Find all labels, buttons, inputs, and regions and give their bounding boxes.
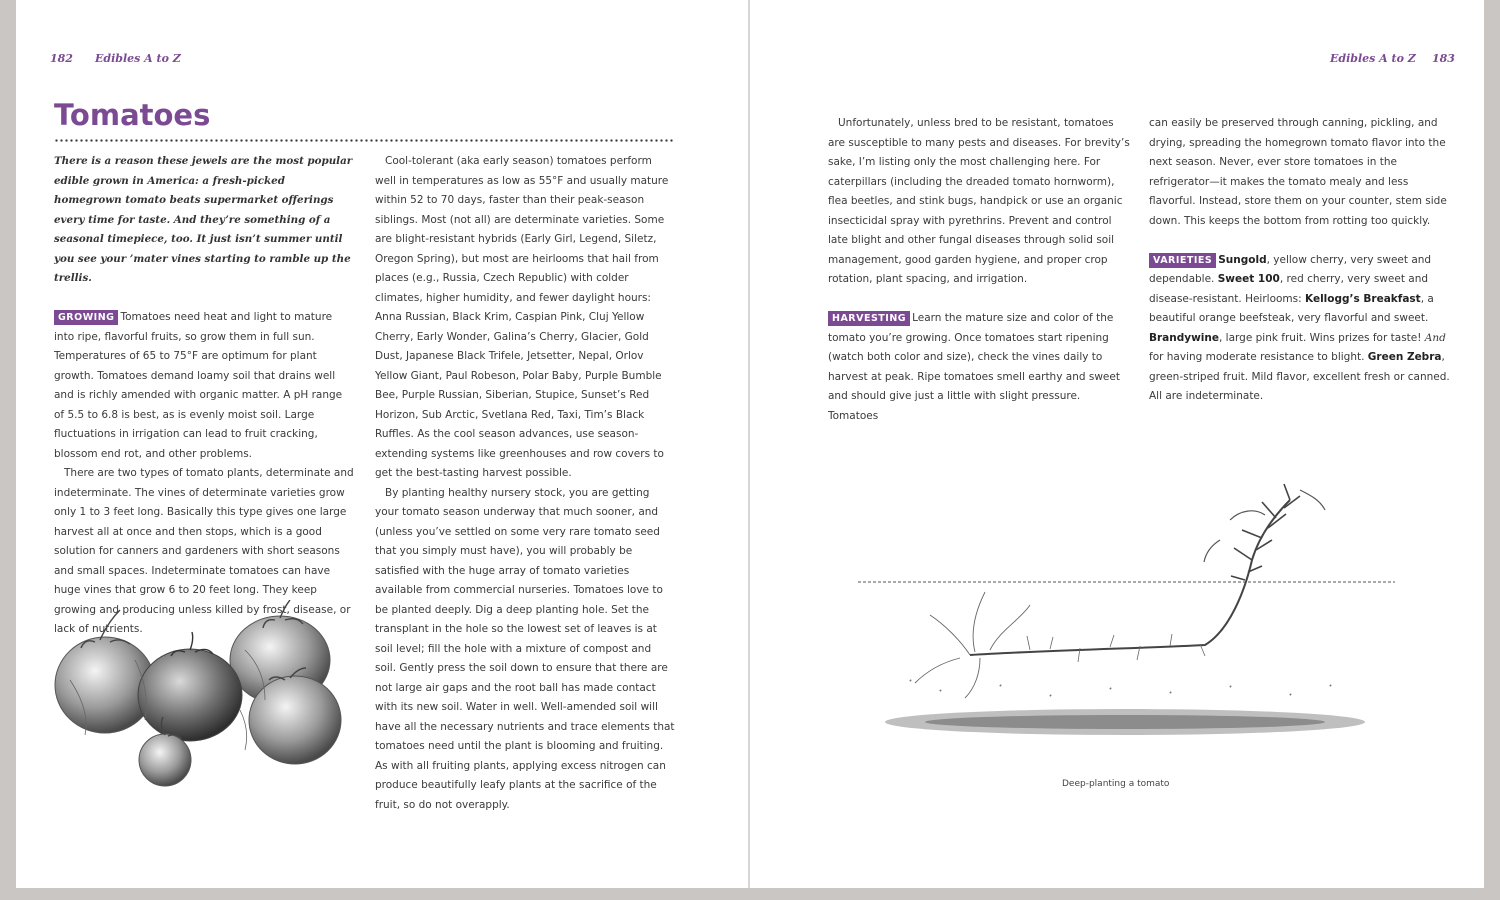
title-divider <box>54 139 674 142</box>
right-page-number: 183 <box>1432 52 1455 65</box>
growing-tag: GROWING <box>54 310 118 325</box>
growing-paragraph <box>54 308 354 464</box>
book-gutter <box>748 0 750 888</box>
left-page-number: 182 <box>50 52 73 65</box>
variety-text: , a beautiful orange beefsteak, very flavorful and sweet. <box>1149 292 1434 324</box>
growing-text: Tomatoes need heat and light to mature into ripe, flavorful fruits, so grow them in full sun. Temperatures of 65 to 75°F are optimum for plant growth. Tomatoes demand loamy soil that drains well and is richly amended with organic matter. A pH range of 5.5 to 6.8 is best, as is evenly moist soil. Large fluctuations in irrigation can lead to fruit cracking, blossom end rot, and other problems. <box>54 311 343 460</box>
cool-tolerant-paragraph: Cool-tolerant (aka early season) tomatoes perform well in temperatures as low as 55°F and usually mature within 52 to 70 days, faster than their peak-season siblings. Most (not all) are determinate varieties. Some are blight-resistant hybrids (Early Girl, Legend, Siletz, Oregon Spring), but most are heirlooms that hail from places (e.g., Russia, Czech Republic) with colder climates, higher humidity, and fewer daylight hours: Anna Russian, Black Krim, Caspian Pink, Cluj Yellow Cherry, Early Wonder, Galina’s Cherry, Glacier, Gold Dust, Japanese Black Trifele, Jetsetter, Nepal, Orlov Yellow Giant, Paul Robeson, Polar Baby, Purple Bumble Bee, Purple Russian, Siberian, Stupice, Sunset’s Red Horizon, Sub Arctic, Svetlana Red, Taxi, Tim’s Black Ruffles. As the cool season advances, use season-extending systems like greenhouses and row covers to get the best-tasting harvest possible. <box>375 155 669 479</box>
right-column-1 <box>828 114 1130 426</box>
harvesting-paragraph <box>828 309 1130 426</box>
variety-text: , red cherry, very sweet and disease-resistant. Heirlooms: <box>1149 273 1429 305</box>
deep-planting-illustration <box>850 480 1410 770</box>
types-paragraph: There are two types of tomato plants, determinate and indeterminate. The vines of determinate varieties grow only 1 to 3 feet long. Basically this type gives one large harvest all at once and then stops, which is a good solution for canners and gardeners with short seasons and small spaces. Indeterminate tomatoes can have huge vines that grow 6 to 20 feet long. They keep growing and producing unless killed by frost, disease, or lack of nutrients. <box>54 467 354 635</box>
and-italic: And <box>1424 331 1446 344</box>
variety-text: , yellow cherry, very sweet and dependable. <box>1149 253 1432 285</box>
harvesting-tag: HARVESTING <box>828 311 910 326</box>
left-column-2 <box>375 152 675 815</box>
variety-text: for having moderate resistance to blight. <box>1149 351 1368 363</box>
harvesting-text: Learn the mature size and color of the tomato you’re growing. Once tomatoes start ripening (watch both color and size), check the vines daily to harvest at peak. Ripe tomatoes smell earthy and sweet and should give just a little with slight pressure. Tomatoes <box>828 312 1120 422</box>
left-running-head: Edibles A to Z <box>95 52 181 65</box>
variety-name: Sungold <box>1218 253 1267 266</box>
variety-text: , green-striped fruit. Mild flavor, excellent fresh or canned. All are indeterminate. <box>1149 351 1450 402</box>
variety-name: Kellogg’s Breakfast <box>1305 292 1421 305</box>
planting-paragraph: By planting healthy nursery stock, you are getting your tomato season underway that much sooner, and (unless you’ve settled on some very rare tomato seed that you simply must have), you will probably be satisfied with the huge array of tomato varieties available from commercial nurseries. Tomatoes love to be planted deeply. Dig a deep planting hole. Set the transplant in the hole so the lowest set of leaves is at soil level; fill the hole with a mixture of compost and soil. Gently press the soil down to ensure that there are not large air gaps and the root ball has made contact with its new soil. Water in well. Well-amended soil will have all the necessary nutrients and trace elements that tomatoes need until the plant is blooming and fruiting. As with all fruiting plants, applying excess nitrogen can produce beautifully leafy plants at the sacrifice of the fruit, so do not overapply. <box>375 486 675 811</box>
figure-caption: Deep-planting a tomato <box>1062 779 1170 789</box>
intro-text: There is a reason these jewels are the most popular edible grown in America: a fresh-picked homegrown tomato beats supermarket offerings every time for taste. And they’re something of a seasonal timepiece, too. It just isn’t summer until you see your ’mater vines starting to ramble up the trellis. <box>54 155 353 284</box>
variety-text: , large pink fruit. Wins prizes for taste! <box>1219 331 1425 344</box>
right-column-2 <box>1149 114 1451 407</box>
left-column-1 <box>54 152 354 640</box>
right-running-head: Edibles A to Z <box>1330 52 1416 65</box>
tomatoes-illustration <box>40 600 350 795</box>
harvesting-continued: can easily be preserved through canning, pickling, and drying, spreading the homegrown tomato flavor into the next season. Never, ever store tomatoes in the refrigerator—it makes the tomato mealy and less flavorful. Instead, store them on your counter, stem side down. This keeps the bottom from rotting too quickly. <box>1149 117 1447 227</box>
page-bottom-edge <box>0 888 1500 900</box>
pests-paragraph: Unfortunately, unless bred to be resistant, tomatoes are susceptible to many pests and diseases. For brevity’s sake, I’m listing only the most challenging here. For caterpillars (including the dreaded tomato hornworm), flea beetles, and stink bugs, handpick or use an organic insecticidal spray with pyrethrins. Prevent and control late blight and other fungal diseases through solid soil management, good garden hygiene, and proper crop rotation, plant spacing, and irrigation. <box>828 117 1130 285</box>
variety-name: Green Zebra <box>1367 351 1442 363</box>
variety-name: Sweet 100 <box>1217 273 1280 285</box>
varieties-paragraph <box>1149 251 1451 407</box>
variety-name: Brandywine <box>1149 331 1219 344</box>
page-title: Tomatoes <box>54 98 211 132</box>
varieties-tag: VARIETIES <box>1149 253 1216 268</box>
